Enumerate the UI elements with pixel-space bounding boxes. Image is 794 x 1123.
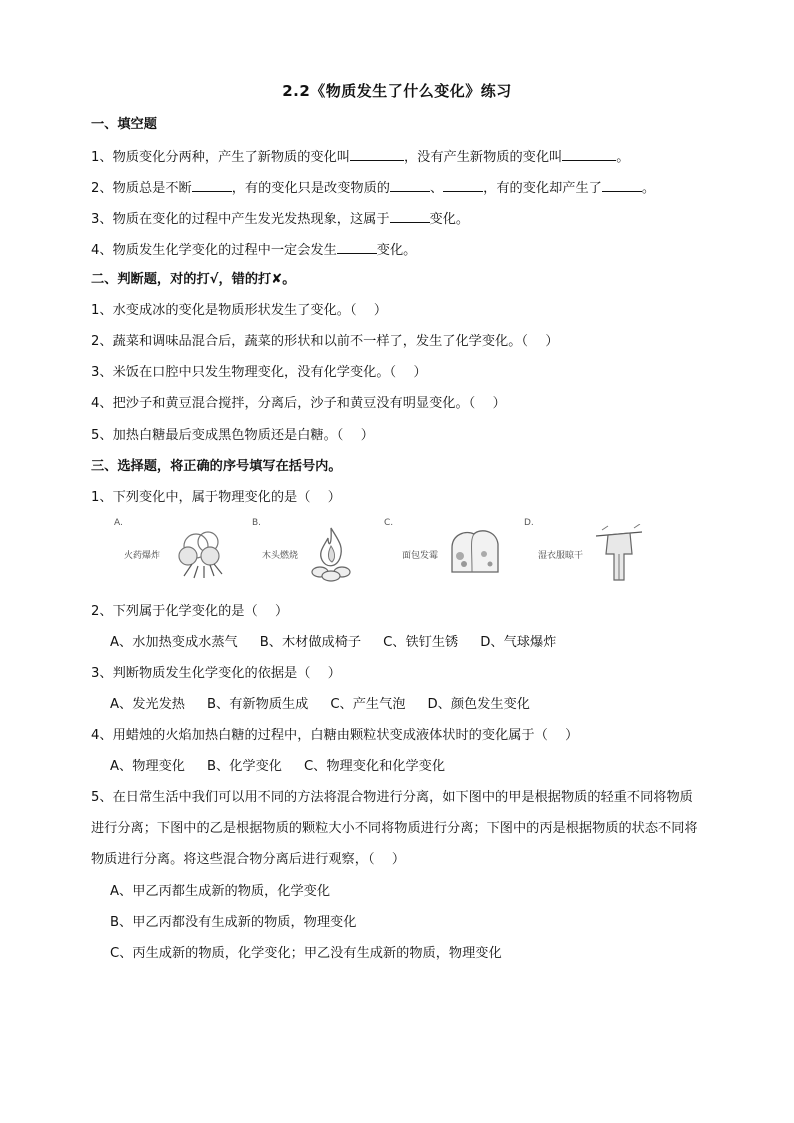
answer-blank[interactable] [337,239,377,254]
choice-option[interactable]: B、有新物质生成 [206,697,309,712]
figure-letter: B. [252,518,262,528]
section-heading-fill-blank: 一、填空题 [91,117,157,132]
section-heading-multiple-choice: 三、选择题，将正确的序号填写在括号内。 [91,459,342,474]
drying-clothes-icon [594,524,644,582]
figure-letter: C. [384,518,394,528]
moldy-bread-icon [446,524,504,578]
judge-question-5: 5、加热白糖最后变成黑色物质还是白糖。（ ） [91,428,374,443]
figure-option-b [250,518,370,584]
judge-question-1: 1、水变成冰的变化是物质形状发生了变化。（ ） [91,303,388,318]
campfire-icon [306,524,356,582]
choice-question-4-stem: 4、用蜡烛的火焰加热白糖的过程中，白糖由颗粒状变成液体状时的变化属于（ ） [91,728,579,743]
choice-question-2-options [110,633,578,653]
choice-question-3-options [110,695,552,715]
figure-caption: 火药爆炸 [124,551,161,561]
question-text: 变化。 [376,243,417,258]
question-text: ，有的变化却产生了 [483,181,602,196]
choice-option[interactable]: A、水加热变成水蒸气 [110,635,238,650]
question-text: ，没有产生新物质的变化叫 [403,150,563,165]
choice-question-4-options [110,757,467,777]
answer-blank[interactable] [443,177,483,192]
choice-question-5-option-c[interactable]: C、丙生成新的物质，化学变化；甲乙没有生成新的物质，物理变化 [110,946,502,961]
question-text: 3、物质在变化的过程中产生发光发热现象，这属于 [91,212,390,227]
answer-blank[interactable] [390,208,430,223]
question-text: 变化。 [429,212,470,227]
figure-option-a [112,518,232,584]
answer-blank[interactable] [562,146,616,161]
question-text: 1、物质变化分两种，产生了新物质的变化叫 [91,150,350,165]
choice-option[interactable]: B、化学变化 [206,759,282,774]
explosion-icon [174,524,228,580]
choice-option[interactable]: A、发光发热 [110,697,185,712]
figure-letter: A. [114,518,123,528]
section-heading-true-false: 二、判断题，对的打√，错的打✘。 [91,272,296,287]
judge-question-2: 2、蔬菜和调味品混合后，蔬菜的形状和以前不一样了，发生了化学变化。（ ） [91,334,559,349]
choice-question-5-option-b[interactable]: B、甲乙丙都没有生成新的物质，物理变化 [110,915,357,930]
figure-caption: 木头燃烧 [262,551,299,561]
choice-option[interactable]: C、铁钉生锈 [383,635,459,650]
judge-question-3: 3、米饭在口腔中只发生物理变化，没有化学变化。（ ） [91,365,427,380]
answer-blank[interactable] [350,146,404,161]
choice-option[interactable]: A、物理变化 [110,759,185,774]
choice-option[interactable]: C、物理变化和化学变化 [303,759,446,774]
judge-question-4: 4、把沙子和黄豆混合搅拌，分离后，沙子和黄豆没有明显变化。（ ） [91,396,506,411]
answer-blank[interactable] [192,177,232,192]
fill-question-2 [91,177,655,199]
question-text: 4、物质发生化学变化的过程中一定会发生 [91,243,337,258]
question-text: 2、物质总是不断 [91,181,192,196]
page-title: 2.2《物质发生了什么变化》练习 [282,82,512,100]
question-text: 、 [429,181,444,196]
answer-blank[interactable] [602,177,642,192]
choice-option[interactable]: B、木材做成椅子 [259,635,362,650]
fill-question-4 [91,239,416,261]
choice-question-3-stem: 3、判断物质发生化学变化的依据是（ ） [91,666,341,681]
choice-question-1-stem: 1、下列变化中，属于物理变化的是（ ） [91,490,341,505]
figure-caption: 湿衣服晾干 [538,551,584,561]
question-text: ，有的变化只是改变物质的 [231,181,390,196]
choice-question-5-option-a[interactable]: A、甲乙丙都生成新的物质，化学变化 [110,884,331,899]
figure-letter: D. [524,518,534,528]
figure-caption: 面包发霉 [402,551,439,561]
choice-question-5-stem: 5、在日常生活中我们可以用不同的方法将混合物进行分离，如下图中的甲是根据物质的轻重不同将物质进行分离；下图中的乙是根据物质的颗粒大小不同将物质进行分离；下图中的丙是根据物质的状态不同将物质进行分离。将这些混合物分离后进行观察，（ ） [91,790,698,867]
question-text: 。 [616,150,630,165]
answer-blank[interactable] [390,177,430,192]
choice-option[interactable]: D、颜色发生变化 [427,697,530,712]
figure-option-d [522,518,652,584]
question-text: 。 [641,181,656,196]
fill-question-1 [91,146,629,168]
choice-option[interactable]: C、产生气泡 [330,697,406,712]
fill-question-3 [91,208,469,230]
choice-option[interactable]: D、气球爆炸 [480,635,557,650]
choice-question-2-stem: 2、下列属于化学变化的是（ ） [91,604,289,619]
choice-question-1-figures [112,518,652,584]
figure-option-c [382,518,512,584]
